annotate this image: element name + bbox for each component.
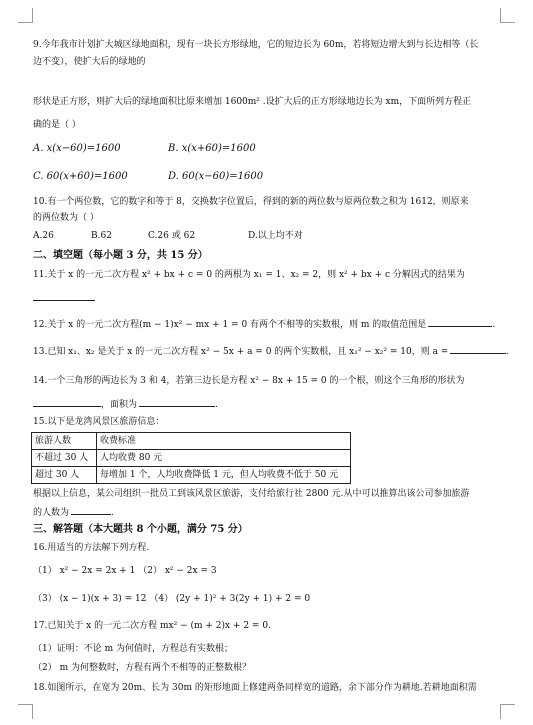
q17-line-1: 17.已知关于 x 的一元二次方程 mx² − (m + 2)x + 2 = 0.: [33, 621, 271, 631]
q16-line-1: 16.用适当的方法解下列方程.: [33, 543, 150, 553]
crop-mark-bottom-left: [18, 704, 33, 719]
crop-mark-bottom-right: [500, 704, 515, 719]
table-cell: 每增加 1 个，人均收费降低 1 元，但人均收费不低于 50 元: [97, 467, 351, 484]
q13-answer-blank[interactable]: [450, 345, 506, 354]
crop-mark-top-left: [18, 8, 33, 23]
table-row: [32, 450, 351, 467]
q10-option-b: B.62: [91, 231, 112, 241]
q9-line-1: 9.今年我市计划扩大城区绿地面积，现有一块长方形绿地，它的短边长为 60m，若将短边增大到与长边相等（长: [33, 40, 479, 50]
table-row: [32, 467, 351, 484]
q15-intro: 15.以下是龙湾风景区旅游信息：: [33, 417, 165, 427]
q11-text: 11.关于 x 的一元二次方程 x² + bx + c = 0 的两根为 x₁ = 1、x₂ = 2，则 x² + bx + c 分解因式的结果为: [33, 270, 465, 280]
q15-line-1: 根据以上信息，某公司组织一批员工到该风景区旅游，支付给旅行社 2800 元.从中可以推算出该公司参加旅游: [33, 489, 470, 499]
q9-line-3: 形状是正方形，则扩大后的绿地面积比原来增加 1600m² .设扩大后的正方形绿地边长为 xm，下面所列方程正: [33, 97, 472, 107]
q13-text: 13.已知 x₁、x₂ 是关于 x 的一元二次方程 x² − 5x + a = 0 的两个实数根，且 x₁² − x₂² = 10，则 a =: [33, 347, 449, 357]
q18-text: 18.如图所示，在宽为 20m、长为 30m 的矩形地面上修建两条同样宽的道路，余下部分作为耕地.若耕地面积需: [33, 683, 477, 693]
q12-answer-blank[interactable]: [428, 318, 492, 327]
q10-option-d: D.以上均不对: [248, 231, 303, 241]
q14-area-blank[interactable]: [139, 398, 215, 407]
q14-line-1: 14.一个三角形的两边长为 3 和 4，若第三边长是方程 x² − 8x + 15 = 0 的一个根，则这个三角形的形状为: [33, 376, 465, 386]
q9-option-c: C. 60(x+60)=1600: [33, 171, 128, 182]
q15-answer-blank[interactable]: [71, 506, 111, 515]
q11-answer-blank[interactable]: [33, 292, 95, 301]
q14-shape-blank[interactable]: [33, 398, 101, 407]
q10-option-c: C.26 或 62: [148, 231, 196, 241]
q10-line-1: 10.有一个两位数，它的数字和等于 8，交换数字位置后，得到的新的两位数与原两位数之积为 1612，则原来: [33, 197, 469, 207]
section-3-heading: 三、解答题（本大题共 8 个小题，满分 75 分）: [33, 524, 248, 535]
q16-line-2: （1） x² − 2x = 2x + 1 （2） x² − 2x = 3: [33, 566, 217, 576]
table-cell: 收费标准: [97, 433, 351, 450]
q10-option-a: A.26: [33, 231, 54, 241]
table-cell: 超过 30 人: [32, 467, 97, 484]
table-row: [32, 433, 351, 450]
q14-line-2: ，面积为: [101, 400, 138, 410]
q9-option-b: B. x(x+60)=1600: [168, 143, 256, 154]
crop-mark-top-right: [500, 8, 515, 23]
q17-line-3: （2） m 为何整数时，方程有两个不相等的正整数根？: [33, 663, 251, 673]
section-2-heading: 二、填空题（每小题 3 分，共 15 分）: [33, 250, 208, 261]
q9-line-4: 确的是（ ）: [33, 120, 81, 130]
table-cell: 不超过 30 人: [32, 450, 97, 467]
q9-option-d: D. 60(x−60)=1600: [168, 171, 264, 182]
table-cell: 旅游人数: [32, 433, 97, 450]
q12-text: 12.关于 x 的一元二次方程(m − 1)x² − mx + 1 = 0 有两个不相等的实数根，则 m 的取值范围是: [33, 320, 427, 330]
table-cell: 人均收费 80 元: [97, 450, 351, 467]
q9-option-a: A. x(x−60)=1600: [33, 143, 121, 154]
tourism-fee-table: [31, 432, 351, 484]
q17-line-2: （1）证明：不论 m 为何值时，方程总有实数根；: [33, 644, 233, 654]
q9-line-2: 边不变），使扩大后的绿地的: [33, 57, 146, 67]
q16-line-3: （3） (x − 1)(x + 3) = 12 （4） (2y + 1)² + 3(2y + 1) + 2 = 0: [33, 594, 311, 604]
q10-line-2: 的两位数为（ ）: [33, 213, 99, 223]
q15-line-2: 的人数为: [33, 508, 70, 518]
